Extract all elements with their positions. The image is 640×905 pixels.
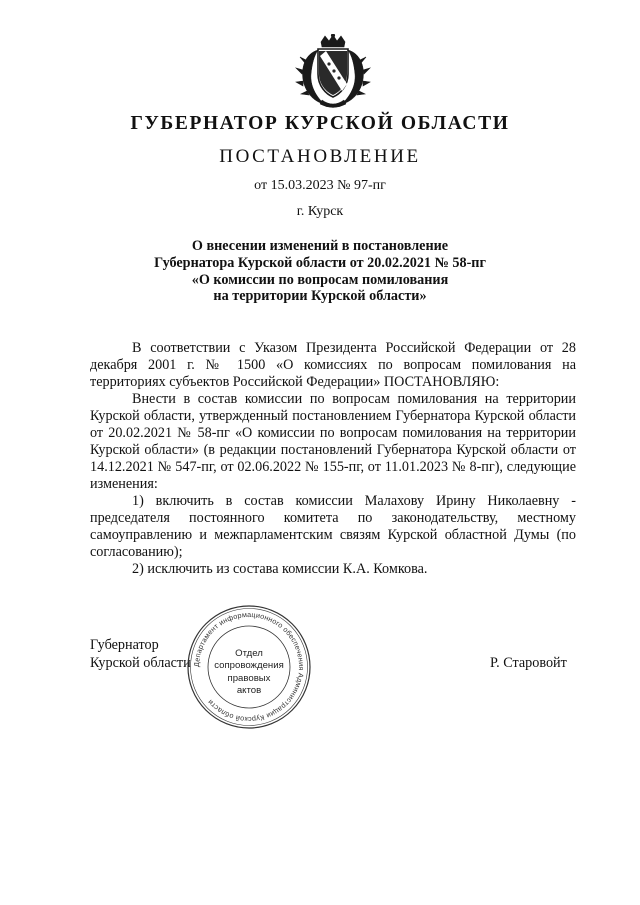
stamp-line: сопровождения xyxy=(214,660,284,672)
authority-title: ГУБЕРНАТОР КУРСКОЙ ОБЛАСТИ xyxy=(130,113,510,134)
subject-line: Губернатора Курской области от 20.02.2021 № 58-пг xyxy=(154,254,486,271)
body-list-item: 2) исключить из состава комиссии К.А. Комкова. xyxy=(132,561,428,577)
coat-of-arms-icon xyxy=(294,34,372,108)
document-city: г. Курск xyxy=(296,204,344,219)
stamp-line: Отдел xyxy=(235,648,263,659)
document-subject xyxy=(90,238,550,305)
stamp-center-text xyxy=(196,648,302,698)
subject-line: на территории Курской области» xyxy=(213,288,427,305)
signatory-position-line: Курской области xyxy=(90,654,191,671)
document-type: ПОСТАНОВЛЕНИЕ xyxy=(219,146,421,167)
body-paragraph: Внести в состав комиссии по вопросам помилования на территории Курской области, утвержденный постановлением Губернатора Курской области от 20.02.2021 № 58-пг «О комиссии по вопросам помилования на территории Курской области» (в редакции постановлений Губернатора Курской области от 14.12.2021 № 547-пг, от 02.06.2022 № 155-пг, от 11.01.2023 № 8-пг), следующие изменения: xyxy=(90,391,576,492)
document-date-number: от 15.03.2023 № 97-пг xyxy=(254,178,386,193)
body-paragraph: В соответствии с Указом Президента Российской Федерации от 28 декабря 2001 г. № 1500 «О комиссиях по вопросам помилования на территориях субъектов Российской Федерации» ПОСТАНОВЛЯЮ: xyxy=(90,340,576,390)
stamp-line: актов xyxy=(236,685,262,697)
signatory-position xyxy=(90,637,191,672)
stamp-line: правовых xyxy=(227,672,271,684)
body-list-item: 1) включить в состав комиссии Малахову Ирину Николаевну - председателя постоянного комитета по законодательству, местному самоуправлению и межпарламентским связям Курской областной Думы (по согласованию); xyxy=(90,493,576,560)
signatory-position-line: Губернатор xyxy=(90,637,159,653)
document-body xyxy=(90,340,576,578)
subject-line: «О комиссии по вопросам помилования xyxy=(191,271,449,288)
subject-line: О внесении изменений в постановление xyxy=(191,238,449,254)
stamp-ring-text: Департамент информационного обеспечения Администрации Курской области xyxy=(191,609,307,725)
signatory-name: Р. Старовойт xyxy=(490,655,567,671)
